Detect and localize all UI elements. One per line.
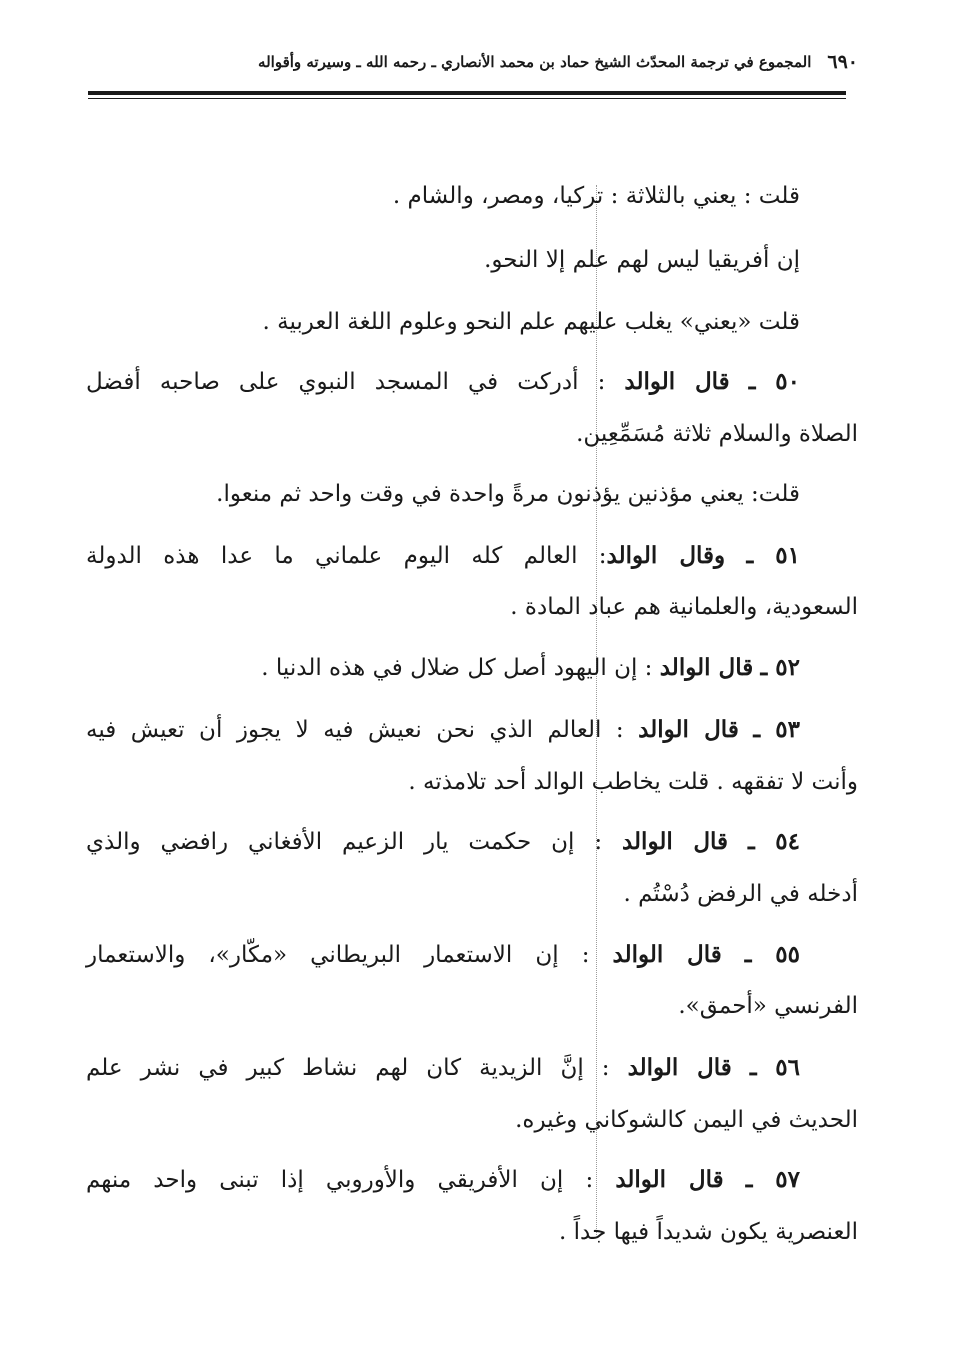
item-number: ٥٦ ـ	[749, 1054, 800, 1081]
item-57-line-2: العنصرية يكون شديداً فيها جداً .	[559, 1219, 858, 1245]
text-line: قلت: يعني مؤذنين يؤذنون مرةً واحدة في وقت واحد ثم منعوا.	[216, 481, 800, 507]
item-55-line-2: الفرنسي «أحمق».	[678, 993, 858, 1019]
item-53-line-2: وأنت لا تفقهه . قلت يخاطب الوالد أحد تلامذته .	[408, 769, 858, 795]
item-54-line-1: ٥٤ ـ قال الوالد : إن حكمت يار الزعيم الأفغاني رافضي والذي	[86, 828, 800, 855]
item-number: ٥٥ ـ	[744, 941, 800, 968]
speaker-label: قال الوالد	[638, 716, 739, 743]
speaker-label: قال الوالد	[659, 654, 754, 681]
item-51-line-1: ٥١ ـ وقال الوالد: العالم كله اليوم علماني ما عدا هذه الدولة	[86, 542, 800, 569]
item-57-line-1: ٥٧ ـ قال الوالد : إن الأفريقي والأوروبي إذا تبنى واحد منهم	[86, 1166, 800, 1193]
page-number: ٦٩٠	[827, 51, 858, 73]
speaker-label: قال الوالد	[624, 368, 730, 395]
text-line: قلت «يعني» يغلب عليهم علم النحو وعلوم اللغة العربية .	[262, 309, 800, 335]
text-line: قلت : يعني بالثلاثة : تركيا، ومصر، والشام .	[392, 183, 800, 209]
item-number: ٥٣ ـ	[753, 716, 801, 743]
item-56-line-2: الحديث في اليمن كالشوكاني وغيره.	[515, 1107, 858, 1133]
item-53-line-1: ٥٣ ـ قال الوالد : العالم الذي نحن نعيش فيه لا يجوز أن تعيش فيه	[86, 716, 801, 743]
item-51-line-2: السعودية، والعلمانية هم عباد المادة .	[510, 594, 858, 620]
item-number: ٥٢ ـ	[760, 654, 800, 681]
speaker-label: قال الوالد	[612, 941, 722, 968]
header-rule	[88, 91, 846, 95]
text-line: إن أفريقيا ليس لهم علم إلا النحو.	[484, 247, 800, 273]
item-50-line-2: الصلاة والسلام ثلاثة مُسَمِّعِين.	[576, 421, 858, 447]
item-50-line-1: ٥٠ ـ قال الوالد : أدركت في المسجد النبوي على صاحبه أفضل	[86, 368, 800, 395]
running-title: المجموع في ترجمة المحدّث الشيخ حماد بن محمد الأنصاري ـ رحمه الله ـ وسيرته وأقواله	[258, 53, 812, 71]
speaker-label: وقال الوالد	[606, 542, 726, 569]
item-55-line-1: ٥٥ ـ قال الوالد : إن الاستعمار البريطاني «مكّار»، والاستعمار	[86, 941, 800, 968]
speaker-label: قال الوالد	[627, 1054, 732, 1081]
running-header	[88, 44, 858, 80]
item-number: ٥١ ـ	[746, 542, 800, 569]
item-56-line-1: ٥٦ ـ قال الوالد : إنَّ الزيدية كان لهم نشاط كبير في نشر علم	[86, 1054, 800, 1081]
speaker-label: قال الوالد	[621, 828, 729, 855]
item-number: ٥٤ ـ	[747, 828, 800, 855]
item-54-line-2: أدخله في الرفض دُسْتُم .	[623, 881, 858, 907]
speaker-label: قال الوالد	[615, 1166, 724, 1193]
item-52-line-1: ٥٢ ـ قال الوالد : إن اليهود أصل كل ضلال في هذه الدنيا .	[261, 654, 800, 681]
header-rule-thin	[88, 98, 846, 99]
item-number: ٥٧ ـ	[745, 1166, 800, 1193]
item-number: ٥٠ ـ	[748, 368, 800, 395]
